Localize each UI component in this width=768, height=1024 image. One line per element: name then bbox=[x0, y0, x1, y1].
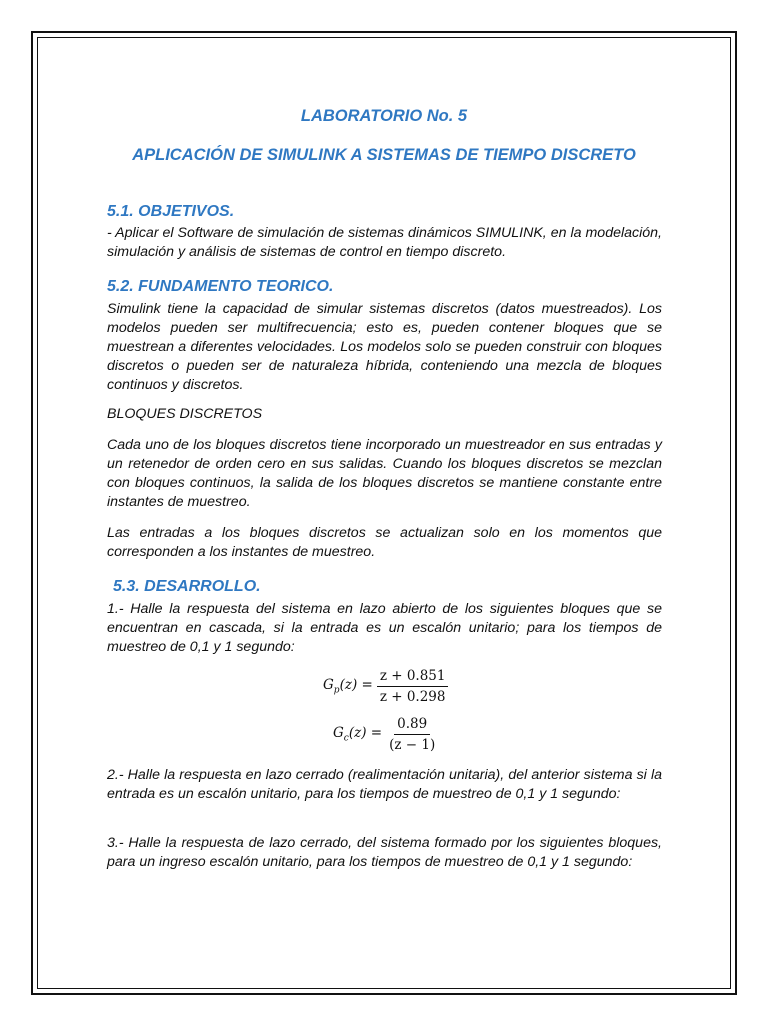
gc-numerator: 0.89 bbox=[394, 716, 430, 735]
objetivos-text: - Aplicar el Software de simulación de sistemas dinámicos SIMULINK, en la modelación, simulación y análisis de sistemas de control en tiempo discreto. bbox=[107, 225, 662, 260]
equation-gp: $G_p(z)$ = $\frac{z + 0.851}{z + 0.298}$ bbox=[323, 668, 448, 705]
lab-title: LABORATORIO No. 5 bbox=[300, 107, 468, 125]
gc-denominator: (z − 1) bbox=[389, 737, 436, 753]
section-heading-desarrollo: 5.3. DESARROLLO. bbox=[113, 578, 261, 595]
question-1: 1.- Halle la respuesta del sistema en lazo abierto de los siguientes bloques que se encuentran en cascada, si la entrada es un escalón unitario; para los tiempos de muestreo de 0,1 y 1 segundo: bbox=[107, 601, 662, 655]
equation-gc: $G_c(z)$ = $\frac{0.89}{(z - 1)}$ bbox=[333, 716, 438, 753]
gp-denominator: z + 0.298 bbox=[379, 689, 446, 705]
gp-numerator: z + 0.851 bbox=[377, 668, 449, 687]
fundamento-paragraph-3: Las entradas a los bloques discretos se actualizan solo en los momentos que corresponden a los instantes de muestreo. bbox=[107, 525, 662, 560]
lab-subtitle: APLICACIÓN DE SIMULINK A SISTEMAS DE TIEMPO DISCRETO bbox=[132, 146, 636, 164]
section-heading-fundamento: 5.2. FUNDAMENTO TEORICO. bbox=[107, 278, 334, 295]
question-2: 2.- Halle la respuesta en lazo cerrado (realimentación unitaria), del anterior sistema si la entrada es un escalón unitario, para los tiempos de muestreo de 0,1 y 1 segundo: bbox=[107, 767, 662, 802]
fundamento-paragraph-2: Cada uno de los bloques discretos tiene incorporado un muestreador en sus entradas y un retenedor de orden cero en sus salidas. Cuando los bloques discretos se mezclan con bloques continuos, la salida de los bloques discretos se mantiene constante entre instantes de muestreo. bbox=[107, 437, 662, 510]
bloques-discretos-label: BLOQUES DISCRETOS bbox=[107, 406, 263, 422]
fundamento-paragraph-1: Simulink tiene la capacidad de simular sistemas discretos (datos muestreados). Los modelos pueden ser multifrecuencia; esto es, pueden contener bloques que se muestrean a diferentes velocidades. Los modelos solo se pueden construir con bloques discretos o pueden ser de naturaleza híbrida, conteniendo una mezcla de bloques continuos y discretos. bbox=[107, 301, 662, 393]
section-heading-objetivos: 5.1. OBJETIVOS. bbox=[107, 203, 235, 220]
question-3: 3.- Halle la respuesta de lazo cerrado, del sistema formado por los siguientes bloques, para un ingreso escalón unitario, para los tiempos de muestreo de 0,1 y 1 segundo: bbox=[107, 835, 662, 870]
